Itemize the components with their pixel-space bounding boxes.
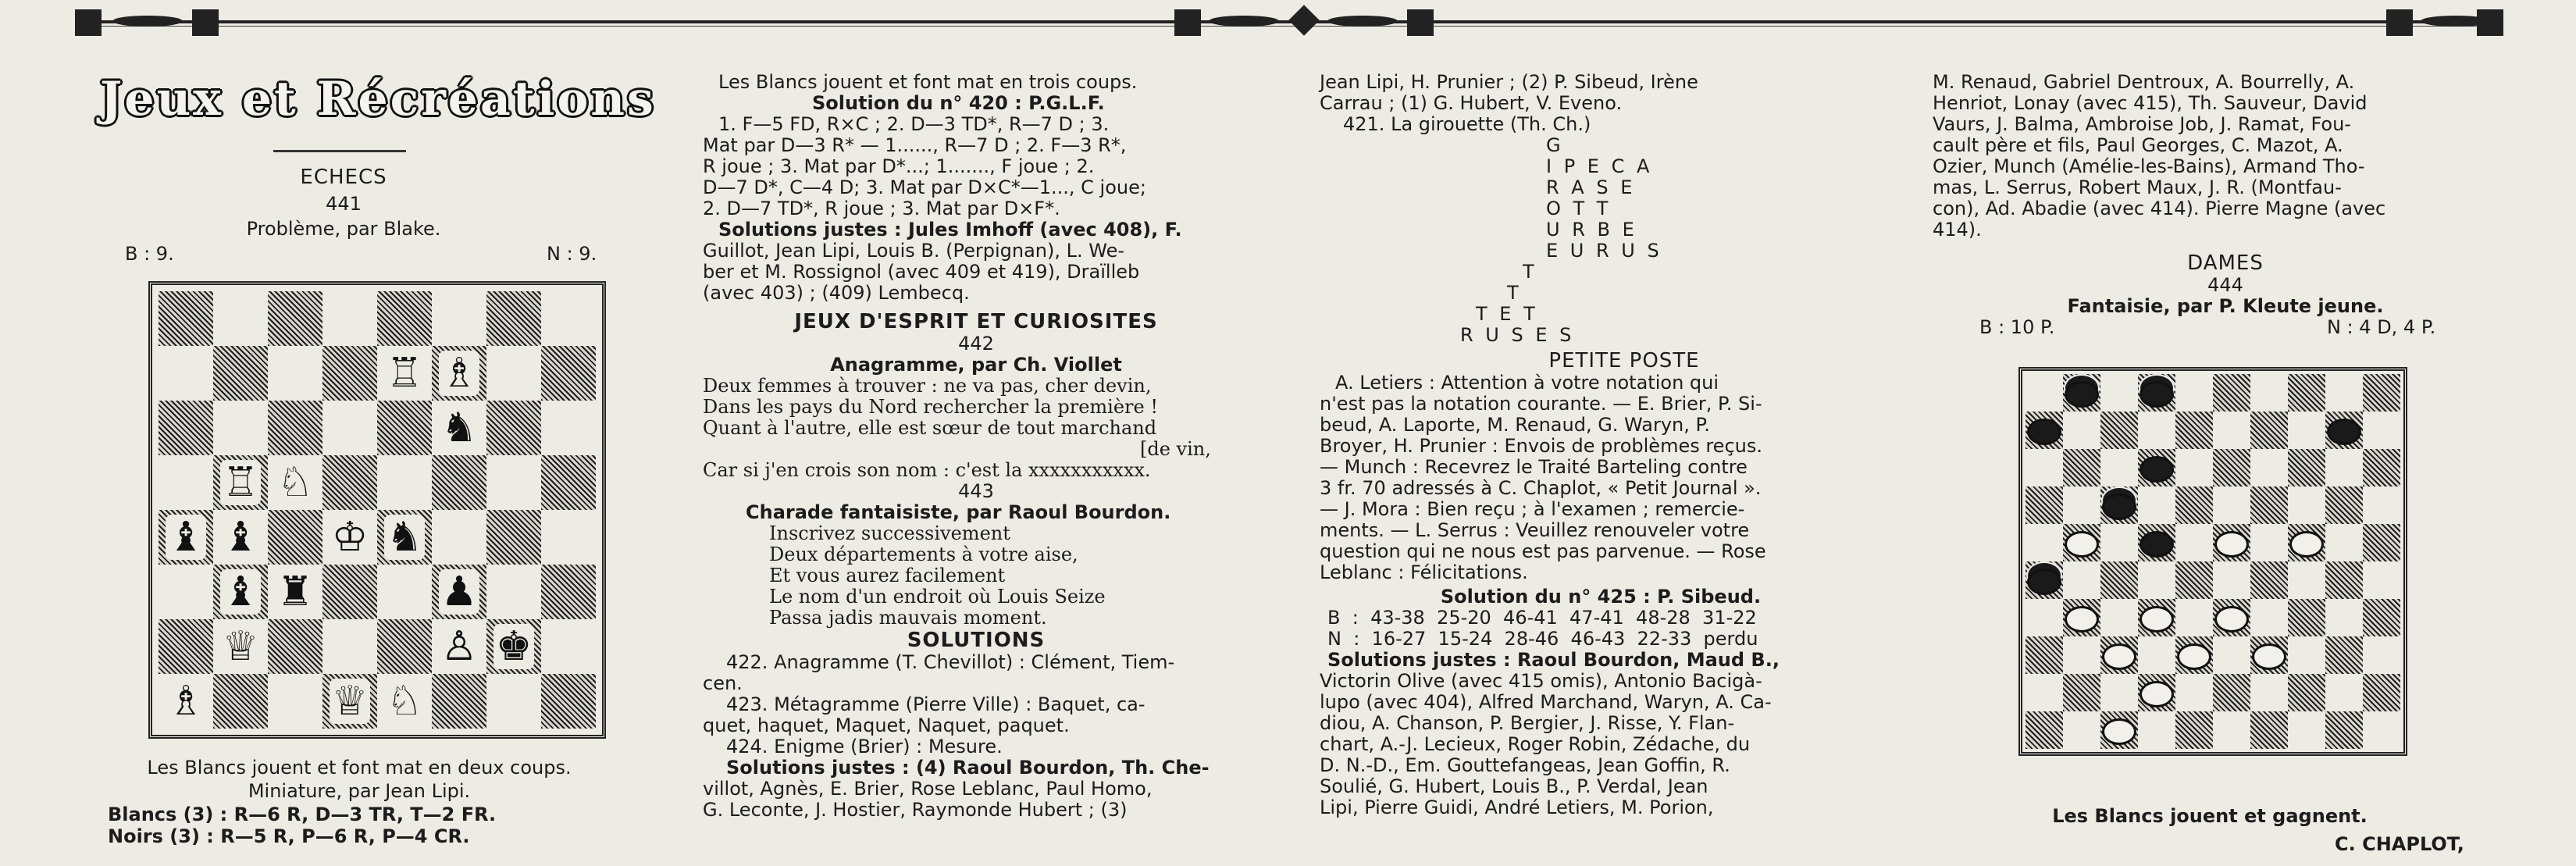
white-man-icon bbox=[2177, 643, 2211, 670]
chess-square bbox=[213, 674, 268, 729]
white-man-icon bbox=[2214, 606, 2249, 633]
text-line: beud, A. Laporte, M. Renaud, G. Waryn, P. bbox=[1320, 414, 1710, 436]
text-line: quet, haquet, Maquet, Naquet, paquet. bbox=[703, 715, 1070, 736]
section-echecs: ECHECS bbox=[300, 166, 387, 189]
draughts-square bbox=[2213, 486, 2250, 524]
ornament-lozenge-icon bbox=[1209, 16, 1279, 27]
black-pawn-icon: ♟ bbox=[432, 565, 486, 619]
white-man-icon bbox=[2289, 531, 2324, 558]
chess-square bbox=[377, 455, 432, 510]
white-pawn-icon: ♙ bbox=[432, 619, 486, 674]
text-line: 3 fr. 70 adressés à C. Chaplot, « Petit Journal ». bbox=[1320, 477, 1762, 499]
chess-square bbox=[213, 346, 268, 401]
draughts-square bbox=[2175, 599, 2213, 636]
chess-square bbox=[377, 401, 432, 455]
white-bishop-icon: ♗ bbox=[159, 674, 213, 729]
text-line: A. Letiers : Attention à votre notation qui bbox=[1335, 372, 1719, 394]
draughts-square bbox=[2100, 674, 2138, 711]
girouette-line: I P E C A bbox=[1546, 155, 1653, 177]
text-line: cault père et fils, Paul Georges, C. Mazot, A. bbox=[1933, 134, 2343, 156]
miniature-white: Blancs (3) : R—6 R, D—3 TR, T—2 FR. bbox=[108, 804, 497, 825]
verse-line: Le nom d'un endroit où Louis Seize bbox=[769, 586, 1106, 608]
text-line: Victorin Olive (avec 415 omis), Antonio Bacigà- bbox=[1320, 670, 1762, 692]
draughts-square bbox=[2175, 449, 2213, 486]
chess-square bbox=[432, 455, 486, 510]
chess-square bbox=[432, 510, 486, 565]
black-knight-icon: ♞ bbox=[377, 510, 432, 565]
draughts-square bbox=[2250, 449, 2288, 486]
solution-425-title: Solution du n° 425 : P. Sibeud. bbox=[1440, 586, 1762, 608]
text-line: lupo (avec 404), Alfred Marchand, Waryn, A. Ca- bbox=[1320, 691, 1772, 713]
draughts-square bbox=[2175, 486, 2213, 524]
girouette-line: E U R U S bbox=[1546, 240, 1662, 262]
number-442: 442 bbox=[958, 333, 994, 355]
draughts-square bbox=[2026, 711, 2063, 749]
chess-square bbox=[432, 291, 486, 346]
draughts-square bbox=[2288, 711, 2325, 749]
charade-title: Charade fantaisiste, par Raoul Bourdon. bbox=[746, 501, 1171, 523]
white-king-icon: ♔ bbox=[322, 510, 377, 565]
ornament-diamond-icon bbox=[1288, 5, 1320, 36]
verse-line: Quant à l'autre, elle est sœur de tout marchand bbox=[703, 417, 1157, 439]
draughts-square bbox=[2363, 412, 2400, 449]
black-bishop-icon: ♝ bbox=[159, 510, 213, 565]
text-line: cen. bbox=[703, 672, 743, 694]
draughts-square bbox=[2325, 561, 2363, 599]
white-rook-icon: ♖ bbox=[377, 346, 432, 401]
text-line: 422. Anagramme (T. Chevillot) : Clément, Tiem- bbox=[726, 651, 1175, 673]
text-line: Solution du n° 420 : P.G.L.F. bbox=[812, 92, 1105, 114]
text-line: 424. Enigme (Brier) : Mesure. bbox=[726, 736, 1003, 757]
text-line: ments. — L. Serrus : Veuillez renouveler votre bbox=[1320, 519, 1750, 541]
girouette-line: O T T bbox=[1546, 198, 1612, 219]
text-line: 2. D—7 TD*, R joue ; 3. Mat par D×F*. bbox=[703, 198, 1060, 219]
chess-square bbox=[159, 455, 213, 510]
text-line: Henriot, Lonay (avec 415), Th. Sauveur, David bbox=[1933, 92, 2368, 114]
column-3 bbox=[1320, 72, 1929, 818]
text-line: Solutions justes : Raoul Bourdon, Maud B., bbox=[1327, 649, 1780, 671]
white-count: B : 9. bbox=[125, 243, 174, 265]
draughts-square bbox=[2288, 561, 2325, 599]
draughts-square bbox=[2213, 561, 2250, 599]
draughts-square bbox=[2175, 374, 2213, 412]
text-line: Solutions justes : Jules Imhoff (avec 408), F. bbox=[718, 219, 1182, 241]
title-underline bbox=[273, 150, 406, 152]
girouette-line: R A S E bbox=[1546, 176, 1636, 198]
draughts-square bbox=[2213, 711, 2250, 749]
black-count: N : 9. bbox=[547, 243, 597, 265]
black-king-icon: ♚ bbox=[486, 619, 541, 674]
chess-square bbox=[268, 401, 322, 455]
draughts-square bbox=[2175, 412, 2213, 449]
problem-author-441: Problème, par Blake. bbox=[246, 218, 441, 240]
ornament-block-icon bbox=[1407, 9, 1434, 36]
text-line: Guillot, Jean Lipi, Louis B. (Perpignan), L. We- bbox=[703, 240, 1124, 262]
draughts-square bbox=[2100, 561, 2138, 599]
miniature-black: Noirs (3) : R—5 R, P—6 R, P—4 CR. bbox=[108, 825, 470, 847]
text-line: — Munch : Recevrez le Traité Barteling contre bbox=[1320, 456, 1748, 478]
chess-square bbox=[268, 291, 322, 346]
chess-square bbox=[541, 565, 596, 619]
chess-square bbox=[541, 510, 596, 565]
column-4 bbox=[1933, 72, 2542, 340]
chess-square bbox=[377, 619, 432, 674]
girouette-line: G bbox=[1546, 134, 1564, 156]
draughts-square bbox=[2325, 636, 2363, 674]
draughts-square bbox=[2325, 674, 2363, 711]
draughts-square bbox=[2363, 561, 2400, 599]
text-line: Mat par D—3 R* — 1......, R—7 D ; 2. F—3 R*, bbox=[703, 134, 1127, 156]
draughts-square bbox=[2026, 636, 2063, 674]
verse-line: Car si j'en crois son nom : c'est la xxxxxxxxxxx. bbox=[703, 459, 1151, 481]
problem-number-441: 441 bbox=[326, 193, 362, 215]
signature: C. CHAPLOT, bbox=[2335, 833, 2464, 855]
number-444: 444 bbox=[2207, 274, 2243, 296]
draughts-square bbox=[2026, 374, 2063, 412]
white-man-icon bbox=[2102, 643, 2136, 670]
text-line: (avec 403) ; (409) Lembecq. bbox=[703, 282, 970, 304]
draughts-square bbox=[2138, 636, 2175, 674]
white-count: B : 10 P. bbox=[1979, 316, 2055, 338]
chess-square bbox=[159, 291, 213, 346]
chess-square bbox=[322, 401, 377, 455]
section-solutions: SOLUTIONS bbox=[907, 629, 1046, 652]
column-2 bbox=[703, 72, 1327, 821]
black-bishop-icon: ♝ bbox=[213, 565, 268, 619]
fantaisie-title: Fantaisie, par P. Kleute jeune. bbox=[2067, 295, 2384, 317]
draughts-square bbox=[2063, 449, 2100, 486]
white-man-icon bbox=[2252, 643, 2286, 670]
text-line: 414). bbox=[1933, 219, 1982, 241]
draughts-square bbox=[2100, 412, 2138, 449]
white-knight-icon: ♘ bbox=[268, 455, 322, 510]
verse-line: Inscrivez successivement bbox=[769, 522, 1010, 544]
chess-square bbox=[486, 674, 541, 729]
black-bishop-icon: ♝ bbox=[213, 510, 268, 565]
black-knight-icon: ♞ bbox=[432, 401, 486, 455]
text-line: Jean Lipi, H. Prunier ; (2) P. Sibeud, Irène bbox=[1320, 71, 1698, 93]
draughts-square bbox=[2363, 599, 2400, 636]
section-dames: DAMES bbox=[2187, 251, 2264, 275]
text-line: 1. F—5 FD, R×C ; 2. D—3 TD*, R—7 D ; 3. bbox=[718, 113, 1110, 135]
draughts-square bbox=[2325, 711, 2363, 749]
black-man-icon bbox=[2027, 419, 2061, 445]
draughts-square bbox=[2100, 374, 2138, 412]
draughts-square bbox=[2213, 636, 2250, 674]
draughts-square bbox=[2175, 711, 2213, 749]
chess-square bbox=[486, 401, 541, 455]
black-king-icon bbox=[2027, 568, 2061, 595]
draughts-square bbox=[2325, 374, 2363, 412]
chess-square bbox=[486, 346, 541, 401]
white-bishop-icon: ♗ bbox=[432, 346, 486, 401]
section-jeux: JEUX D'ESPRIT ET CURIOSITES bbox=[794, 310, 1158, 333]
draughts-square bbox=[2063, 711, 2100, 749]
draughts-square bbox=[2138, 711, 2175, 749]
draughts-square bbox=[2063, 674, 2100, 711]
text-line: Soulié, G. Hubert, Louis B., P. Verdal, Jean bbox=[1320, 775, 1708, 797]
ornament-block-icon bbox=[75, 9, 102, 36]
draughts-square bbox=[2325, 524, 2363, 561]
white-man-icon bbox=[2214, 531, 2249, 558]
ornament-lozenge-icon bbox=[1327, 16, 1398, 27]
verse-line: Dans les pays du Nord rechercher la première ! bbox=[703, 396, 1159, 418]
draughts-square bbox=[2063, 412, 2100, 449]
white-rook-icon: ♖ bbox=[213, 455, 268, 510]
white-man-icon bbox=[2065, 531, 2099, 558]
ornamental-rule bbox=[75, 5, 2503, 39]
text-line: Broyer, H. Prunier : Envois de problèmes reçus. bbox=[1320, 435, 1762, 457]
text-line: ber et M. Rossignol (avec 409 et 419), Draïlleb bbox=[703, 261, 1140, 283]
draughts-square bbox=[2175, 561, 2213, 599]
chess-board bbox=[148, 281, 606, 739]
girouette-line: T bbox=[1507, 282, 1522, 304]
white-man-icon bbox=[2102, 718, 2136, 745]
black-rook-icon: ♜ bbox=[268, 565, 322, 619]
ornament-block-icon bbox=[1174, 9, 1201, 36]
draughts-square bbox=[2138, 412, 2175, 449]
text-line: Lipi, Pierre Guidi, André Letiers, M. Porion, bbox=[1320, 797, 1714, 818]
chess-square bbox=[268, 510, 322, 565]
draughts-square bbox=[2288, 636, 2325, 674]
chess-square bbox=[322, 619, 377, 674]
girouette-line: R U S E S bbox=[1460, 324, 1575, 346]
moves-white: B : 43-38 25-20 46-41 47-41 48-28 31-22 bbox=[1327, 607, 1757, 629]
text-line: villot, Agnès, E. Brier, Rose Leblanc, Paul Homo, bbox=[703, 778, 1153, 800]
text-line: M. Renaud, Gabriel Dentroux, A. Bourrelly, A. bbox=[1933, 71, 2355, 93]
text-line: Carrau ; (1) G. Hubert, V. Eveno. bbox=[1320, 92, 1623, 114]
ornament-lozenge-icon bbox=[112, 16, 183, 27]
draughts-square bbox=[2325, 449, 2363, 486]
draughts-square bbox=[2363, 636, 2400, 674]
draughts-square bbox=[2138, 486, 2175, 524]
black-king-icon bbox=[2140, 381, 2174, 408]
chess-square bbox=[159, 619, 213, 674]
draughts-square bbox=[2026, 674, 2063, 711]
chess-square bbox=[322, 346, 377, 401]
draughts-square bbox=[2325, 599, 2363, 636]
verse-line: Deux départements à votre aise, bbox=[769, 543, 1078, 565]
text-line: question qui ne nous est pas parvenue. — Rose bbox=[1320, 540, 1766, 562]
black-man-icon bbox=[2327, 419, 2361, 445]
chess-square bbox=[377, 565, 432, 619]
chess-square bbox=[541, 401, 596, 455]
chess-square bbox=[486, 510, 541, 565]
moves-black: N : 16-27 15-24 28-46 46-43 22-33 perdu bbox=[1327, 628, 1758, 650]
chess-square bbox=[541, 619, 596, 674]
draughts-square bbox=[2026, 449, 2063, 486]
text-line: con), Ad. Abadie (avec 414). Pierre Magne (avec bbox=[1933, 198, 2386, 219]
text-line: Leblanc : Félicitations. bbox=[1320, 561, 1528, 583]
draughts-square bbox=[2325, 486, 2363, 524]
chess-square bbox=[432, 674, 486, 729]
girouette-title: 421. La girouette (Th. Ch.) bbox=[1343, 113, 1591, 135]
text-line: Ozier, Munch (Amélie-les-Bains), Armand Tho- bbox=[1933, 155, 2365, 177]
text-line: n'est pas la notation courante. — E. Brier, P. Si- bbox=[1320, 393, 1762, 415]
draughts-square bbox=[2288, 449, 2325, 486]
chess-square bbox=[213, 291, 268, 346]
text-line: diou, A. Chanson, P. Bergier, J. Risse, Y. Flan- bbox=[1320, 712, 1735, 734]
section-petite-poste: PETITE POSTE bbox=[1548, 349, 1700, 372]
draughts-square bbox=[2100, 599, 2138, 636]
page-title: Jeux et Récréations bbox=[100, 72, 656, 127]
text-line: mas, L. Serrus, Robert Maux, J. R. (Montfau- bbox=[1933, 176, 2342, 198]
verse-line: [de vin, bbox=[1140, 438, 1211, 460]
ornament-block-icon bbox=[2386, 9, 2413, 36]
anagramme-title: Anagramme, par Ch. Viollet bbox=[830, 354, 1122, 376]
draughts-square bbox=[2100, 449, 2138, 486]
draughts-caption: Les Blancs jouent et gagnent. bbox=[2052, 805, 2368, 827]
draughts-square bbox=[2288, 486, 2325, 524]
draughts-square bbox=[2213, 412, 2250, 449]
chess-square bbox=[213, 401, 268, 455]
draughts-square bbox=[2250, 486, 2288, 524]
draughts-square bbox=[2363, 486, 2400, 524]
verse-line: Passa jadis mauvais moment. bbox=[769, 607, 1047, 629]
draughts-square bbox=[2063, 486, 2100, 524]
draughts-square bbox=[2063, 636, 2100, 674]
draughts-square bbox=[2250, 524, 2288, 561]
text-line: G. Leconte, J. Hostier, Raymonde Hubert ; (3) bbox=[703, 799, 1128, 821]
draughts-square bbox=[2363, 449, 2400, 486]
white-queen-icon: ♕ bbox=[322, 674, 377, 729]
number-443: 443 bbox=[958, 480, 994, 502]
text-line: Les Blancs jouent et font mat en trois coups. bbox=[718, 71, 1138, 93]
black-count: N : 4 D, 4 P. bbox=[2327, 316, 2436, 338]
draughts-square bbox=[2363, 374, 2400, 412]
draughts-square bbox=[2363, 711, 2400, 749]
text-line: Vaurs, J. Balma, Ambroise Job, J. Ramat, Fou- bbox=[1933, 113, 2351, 135]
chess-square bbox=[159, 565, 213, 619]
draughts-square bbox=[2026, 599, 2063, 636]
draughts-square bbox=[2138, 561, 2175, 599]
chess-square bbox=[268, 619, 322, 674]
ornament-block-icon bbox=[2477, 9, 2503, 36]
black-king-icon bbox=[2065, 381, 2099, 408]
chess-square bbox=[486, 291, 541, 346]
draughts-square bbox=[2250, 674, 2288, 711]
draughts-square bbox=[2026, 524, 2063, 561]
draughts-square bbox=[2288, 374, 2325, 412]
chess-square bbox=[486, 565, 541, 619]
draughts-square bbox=[2250, 599, 2288, 636]
chess-square bbox=[541, 674, 596, 729]
draughts-square bbox=[2213, 449, 2250, 486]
draughts-square bbox=[2250, 711, 2288, 749]
text-line: D. N.-D., Em. Gouttefangeas, Jean Goffin, R. bbox=[1320, 754, 1730, 776]
draughts-square bbox=[2026, 486, 2063, 524]
chess-square bbox=[322, 565, 377, 619]
girouette-line: U R B E bbox=[1546, 219, 1637, 241]
chess-square bbox=[541, 346, 596, 401]
chess-square bbox=[377, 291, 432, 346]
text-line: 423. Métagramme (Pierre Ville) : Baquet, ca- bbox=[726, 693, 1145, 715]
draughts-board bbox=[2018, 367, 2407, 756]
draughts-square bbox=[2363, 674, 2400, 711]
draughts-square bbox=[2288, 674, 2325, 711]
draughts-square bbox=[2213, 674, 2250, 711]
girouette-line: T bbox=[1523, 261, 1537, 283]
chess-caption: Les Blancs jouent et font mat en deux coups. bbox=[147, 757, 572, 779]
girouette-puzzle bbox=[1320, 135, 1929, 346]
white-man-icon bbox=[2140, 681, 2174, 707]
text-line: chart, A.-J. Lecieux, Roger Robin, Zédache, du bbox=[1320, 733, 1751, 755]
draughts-square bbox=[2250, 412, 2288, 449]
draughts-square bbox=[2250, 561, 2288, 599]
draughts-square bbox=[2213, 374, 2250, 412]
chess-square bbox=[541, 291, 596, 346]
draughts-square bbox=[2250, 374, 2288, 412]
white-queen-icon: ♕ bbox=[213, 619, 268, 674]
black-man-icon bbox=[2140, 456, 2174, 483]
white-knight-icon: ♘ bbox=[377, 674, 432, 729]
draughts-square bbox=[2363, 524, 2400, 561]
black-man-icon bbox=[2140, 531, 2174, 558]
text-line: Solutions justes : (4) Raoul Bourdon, Th. Che- bbox=[726, 757, 1210, 779]
white-man-icon bbox=[2140, 606, 2174, 633]
text-line: — J. Mora : Bien reçu ; à l'examen ; remercie- bbox=[1320, 498, 1745, 520]
chess-square bbox=[268, 674, 322, 729]
draughts-square bbox=[2175, 674, 2213, 711]
chess-square bbox=[159, 401, 213, 455]
draughts-square bbox=[2288, 599, 2325, 636]
chess-square bbox=[268, 346, 322, 401]
draughts-square bbox=[2288, 412, 2325, 449]
ornament-block-icon bbox=[192, 9, 219, 36]
draughts-square bbox=[2063, 561, 2100, 599]
verse-line: Deux femmes à trouver : ne va pas, cher devin, bbox=[703, 375, 1152, 397]
chess-square bbox=[159, 346, 213, 401]
chess-square bbox=[322, 291, 377, 346]
draughts-square bbox=[2100, 524, 2138, 561]
draughts-square bbox=[2175, 524, 2213, 561]
chess-square bbox=[486, 455, 541, 510]
verse-line: Et vous aurez facilement bbox=[769, 565, 1006, 586]
chess-square bbox=[541, 455, 596, 510]
girouette-line: T E T bbox=[1476, 303, 1538, 325]
text-line: D—7 D*, C—4 D; 3. Mat par D×C*—1..., C joue; bbox=[703, 176, 1146, 198]
white-man-icon bbox=[2065, 606, 2099, 633]
text-line: R joue ; 3. Mat par D*...; 1......., F joue ; 2. bbox=[703, 155, 1095, 177]
chess-square bbox=[322, 455, 377, 510]
miniature-title: Miniature, par Jean Lipi. bbox=[248, 780, 471, 802]
black-king-icon bbox=[2102, 494, 2136, 520]
